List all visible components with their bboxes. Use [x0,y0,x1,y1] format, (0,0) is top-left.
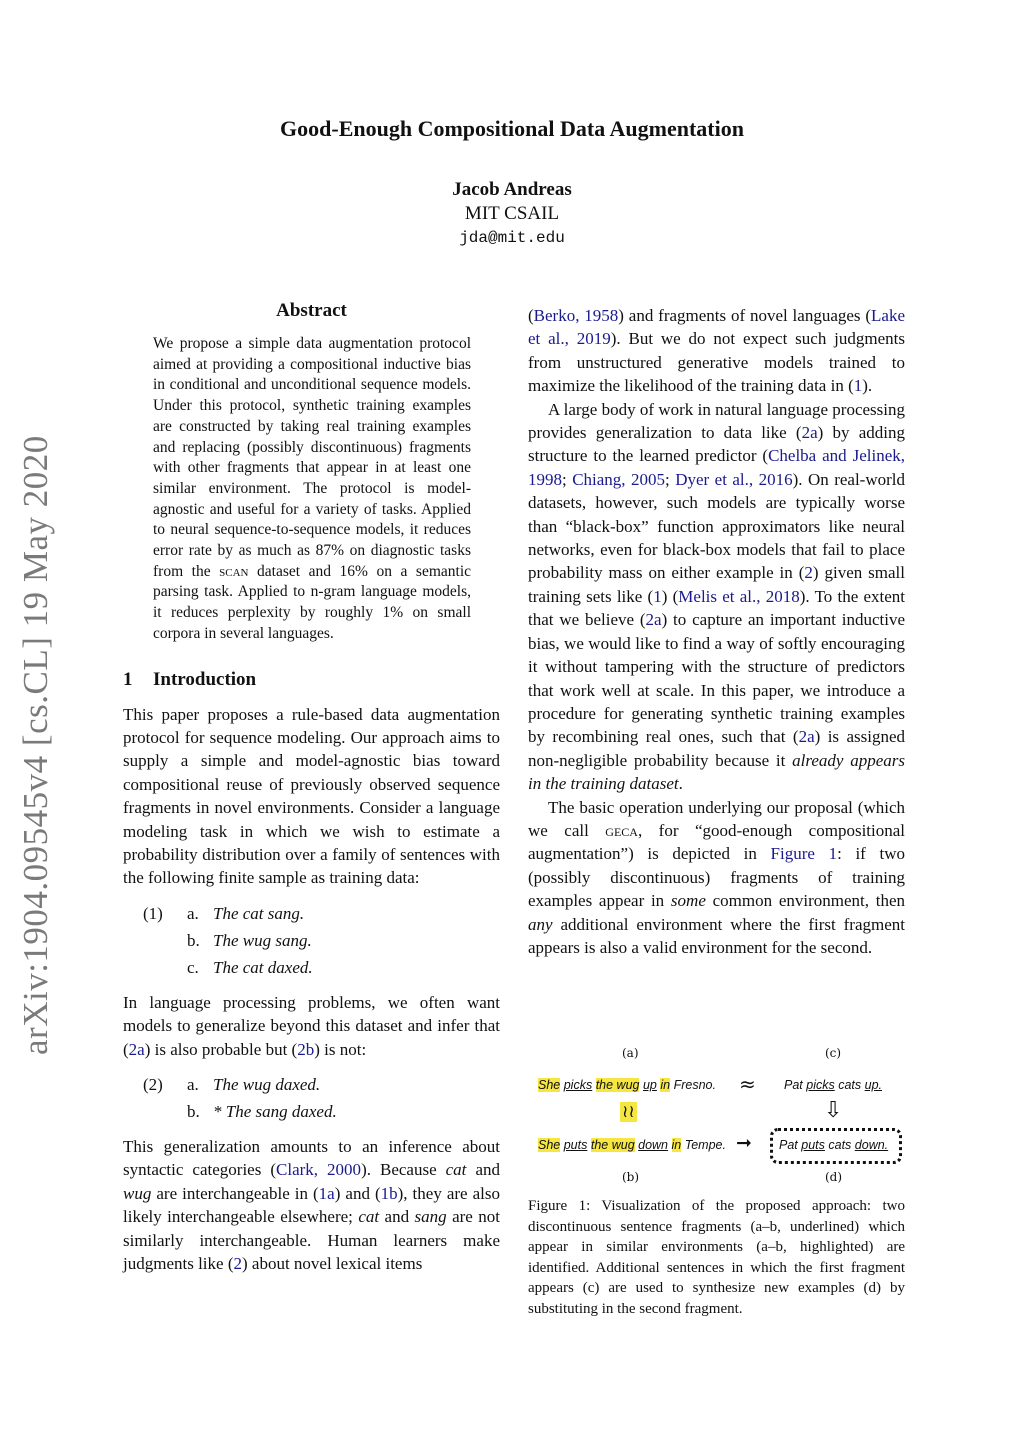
right-column [528,304,905,959]
right-paragraph-2: A large body of work in natural language processing provides generalization to data like (2a) by adding structure to the learned predictor (Chelba and Jelinek, 1998; Chiang, 2005; Dyer et al., 2016). On real-world datasets, however, such models are typically worse than “black-box” function approximators like neural networks, even for black-box models that fail to place probability mass on either example in (2) given small training sets like (1) (Melis et al., 2018). To the extent that we believe (2a) to capture an important inductive bias, we would like to find a way of softly encouraging it without tampering with the structure of predictors that work well at scale. In this paper, we introduce a procedure for generating synthetic training examples by recombining real ones, such that (2a) is assigned non-negligible probability because it already appears in the training dataset. [528,399,906,794]
ref-link[interactable]: 1b [380,1183,398,1203]
citation-link[interactable]: Lake et al., 2019 [528,306,905,349]
example-1: (1) a. The cat sang. b. The wug sang. c. The cat daxed. [143,903,313,977]
arrow-down-icon: ⇩ [824,1098,843,1123]
label-b: (b) [622,1170,640,1184]
sentence-d: Pat puts cats down. [779,1138,889,1152]
intro-paragraph-2: In language processing problems, we often want models to generalize beyond this dataset and infer that (2a) is also probable but (2b) is not: [123,992,500,1059]
ref-link[interactable]: 2a [645,610,662,630]
right-paragraph-1: (Berko, 1958) and fragments of novel languages (Lake et al., 2019). But we do not expect such judgments from unstructured generative models trained to maximize the likelihood of the training data in (1). [528,306,905,396]
left-column [123,300,500,1275]
sentence-b: She puts the wug down in Tempe. [538,1138,726,1152]
author-affiliation: MIT CSAIL [464,203,560,224]
intro-paragraph-3: This generalization amounts to an inference about syntactic categories (Clark, 2000). Because cat and wug are interchangeable in (1a) and (1b), they are also likely interchangeable elsewhere; cat and sang are not similarly interchangeable. Human learners make judgments like (2) about novel lexical items [123,1137,500,1274]
approx-icon: ≈ [739,1072,756,1096]
sentence-a: She picks the wug up in Fresno. [538,1078,716,1092]
label-a: (a) [622,1046,639,1060]
ref-link[interactable]: 2 [233,1254,242,1274]
arxiv-stamp: arXiv:1904.09545v4 [cs.CL] 19 May 2020 [16,435,55,1055]
ref-link[interactable]: 2 [804,563,813,583]
citation-link[interactable]: Berko, 1958 [533,306,619,325]
figure-caption: Figure 1: Visualization of the proposed approach: two discontinuous sentence fragments (a–b, underlined) which appear in similar environments (a–b, highlighted) are identified. Additional sentences in which the first fragment appears (c) are used to synthesize new examples (d) by substituting in the second fragment. [528,1198,905,1317]
ref-link[interactable]: 1 [853,376,863,396]
citation-link[interactable]: Dyer et al., 2016 [675,469,793,489]
abstract-heading: Abstract [276,300,347,321]
citation-link[interactable]: Clark, 2000 [276,1160,362,1180]
ref-link[interactable]: 2a [128,1039,145,1059]
label-c: (c) [825,1046,842,1060]
citation-link[interactable]: Chelba and Jelinek, 1998 [528,446,905,489]
paper-title: Good-Enough Compositional Data Augmentation [280,116,744,141]
label-d: (d) [825,1170,843,1184]
citation-link[interactable]: Chiang, 2005 [572,469,666,489]
ref-link[interactable]: 2b [297,1039,315,1059]
section-heading-introduction: 1 Introduction [123,668,257,690]
example-2: (2) a. The wug daxed. b. * The sang daxed. [143,1075,337,1122]
ref-link[interactable]: 1 [653,586,662,606]
ref-link[interactable]: 2a [801,423,818,443]
figure-1 [528,1044,905,1194]
ref-link[interactable]: 2a [798,727,815,747]
author-block [0,178,1024,250]
sentence-c: Pat picks cats up. [784,1078,883,1092]
intro-paragraph-1: This paper proposes a rule-based data augmentation protocol for sequence modeling. Our approach aims to supply a simple and model-agnostic bias toward compositional reuse of previously observed sequence fragments in novel environments. Consider a language modeling task in which we wish to estimate a probability distribution over a family of sentences with the following finite sample as training data: [123,704,500,888]
ref-link[interactable]: 1a [318,1183,335,1203]
arrow-right-icon: ➞ [736,1132,752,1154]
approx-vertical-icon: ≀≀ [622,1102,635,1122]
author-name: Jacob Andreas [452,179,572,200]
abstract-text: We propose a simple data augmentation protocol aimed at providing a compositional inductive bias in conditional and unconditional sequence models. Under this protocol, synthetic training examples are constructed by taking real training examples and replacing (possibly discontinuous) fragments with other fragments that appear in at least one similar environment. The protocol is model-agnostic and useful for a variety of tasks. Applied to neural sequence-to-sequence models, it reduces error rate by as much as 87% on diagnostic tasks from the scan dataset and 16% on a semantic parsing task. Applied to n-gram language models, it reduces perplexity by roughly 1% on small corpora in several languages. [153,335,472,642]
citation-link[interactable]: Melis et al., 2018 [678,586,800,606]
author-email[interactable]: jda@mit.edu [459,229,565,247]
figure-link[interactable]: Figure 1 [770,844,838,864]
right-paragraph-3: The basic operation underlying our proposal (which we call geca, for “good-enough compositional augmentation”) is depicted in Figure 1: if two (possibly discontinuous) fragments of training examples appear in some common environment, then any additional environment where the first fragment appears is also a valid environment for the second. [528,797,906,957]
